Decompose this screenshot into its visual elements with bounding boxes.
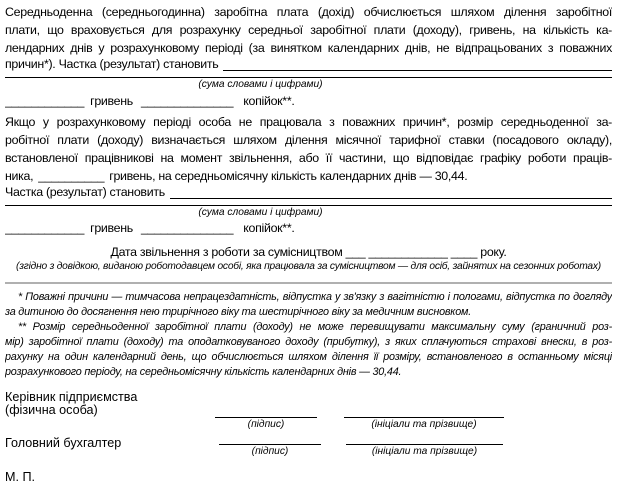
result-line [5, 57, 612, 72]
accountant-initials-cell [346, 431, 503, 458]
paragraph-valid-absence [5, 113, 612, 200]
document-line: Середньоденна (середньогодинна) заробітна плата (дохід) обчислюється шляхом ділення заробітної [5, 5, 612, 19]
footnote-2-line: мір) заробітної плати (доходу) та оподатковуваного доходу (прибутку), з яких сплачуються страхові внески, в роз- [5, 336, 612, 348]
director-initials-cell [344, 404, 504, 431]
chief-accountant-title: Головний бухгалтер [5, 436, 122, 450]
result-blank-field [223, 57, 612, 71]
kopiyky-label: копійок**. [243, 221, 295, 235]
sum-caption: (сума словами і цифрами) [198, 79, 323, 90]
director-title: Керівник підприємства [5, 390, 138, 404]
tariff-blank-field: __________ [38, 169, 105, 183]
document-line: лендарних днів у розрахунковому періоді (за винятком календарних днів, не відпрацьованих з поважних [5, 41, 612, 55]
sum-caption: (сума словами і цифрами) [198, 207, 323, 218]
dismissal-date-line: Дата звільнення з роботи за сумісництвом ___ ____________ ____ року. [110, 245, 507, 259]
footnotes-section [5, 290, 612, 380]
hryvnia-label: гривень [90, 221, 133, 235]
hryvnia-blank-field: ____________ [5, 94, 85, 108]
hryvnia-blank-field: ____________ [5, 221, 85, 235]
accountant-signature-cell [219, 431, 321, 458]
initials-blank-field [346, 431, 503, 445]
document-line: робітної плати (доходу) визначається шляхом ділення місячної тарифної ставки (посадового окладу), [5, 133, 612, 147]
line-fragment: гривень, на середньомісячну кількість календарних днів — 30,44. [109, 169, 468, 183]
document-line: Якщо у розрахунковому періоді особа не працювала з поважних причин*, розмір середньоденної за- [5, 115, 612, 129]
document-line: встановленої працівникові на момент звільнення, або її частини, що відповідає графіку роботи праців- [5, 151, 612, 165]
signature-section [5, 390, 612, 485]
kopiyky-label: копійок**. [243, 94, 295, 108]
signature-blank-field [215, 404, 317, 418]
section-divider [5, 282, 612, 284]
result-label: причин*). Частка (результат) становить [5, 57, 219, 71]
result-line [5, 185, 612, 200]
signature-caption: (підпис) [251, 446, 289, 457]
footnote-2-line: рахунку на один календарний день, що обчислюється шляхом ділення її розміру, встановленого в останньому місяці [5, 351, 612, 363]
dismissal-note: (згідно з довідкою, виданою роботодавцем особі, яка працювала за сумісництвом — для осіб, зайнятих на сезонних роботах) [16, 261, 601, 272]
amount-row [5, 220, 612, 237]
line-fragment: ника, [5, 169, 34, 183]
footnote-1-line: * Поважні причини — тимчасова непрацездатність, відпустка у зв'язку з вагітністю і пологами, відпустка по догляду [18, 291, 612, 303]
signature-blank-field [219, 431, 321, 445]
result-label: Частка (результат) становить [5, 185, 165, 199]
initials-caption: (ініціали та прізвище) [371, 446, 478, 457]
initials-blank-field [344, 404, 504, 418]
hryvnia-label: гривень [90, 94, 133, 108]
result-blank-field [170, 185, 612, 199]
amount-row [5, 93, 612, 110]
kopiyky-blank-field: ______________ [140, 94, 234, 108]
director-signature-cell [215, 404, 317, 431]
footnote-2-line: розрахункового періоду, на середньомісячну кількість календарних днів — 30,44. [5, 366, 402, 378]
footnote-2-line: ** Розмір середньоденної заробітної плати (доходу) не може перевищувати максимальну суму (граничний роз- [18, 321, 612, 333]
initials-caption: (ініціали та прізвище) [371, 419, 477, 430]
footnote-1-line: за дитиною до досягнення нею трирічного віку та шестирічного віку за медичним висновком. [5, 306, 472, 318]
signature-caption: (підпис) [247, 419, 285, 430]
document-line: плати, що враховується для розрахунку середньої заробітної плати (доходу), гривень, на кількість ка- [5, 23, 612, 37]
seal-mark: М. П. [5, 470, 36, 484]
tariff-rate-line [5, 167, 612, 185]
kopiyky-blank-field: ______________ [140, 221, 234, 235]
director-subtitle: (фізична особа) [5, 403, 98, 417]
paragraph-average-daily-wage [5, 3, 612, 72]
